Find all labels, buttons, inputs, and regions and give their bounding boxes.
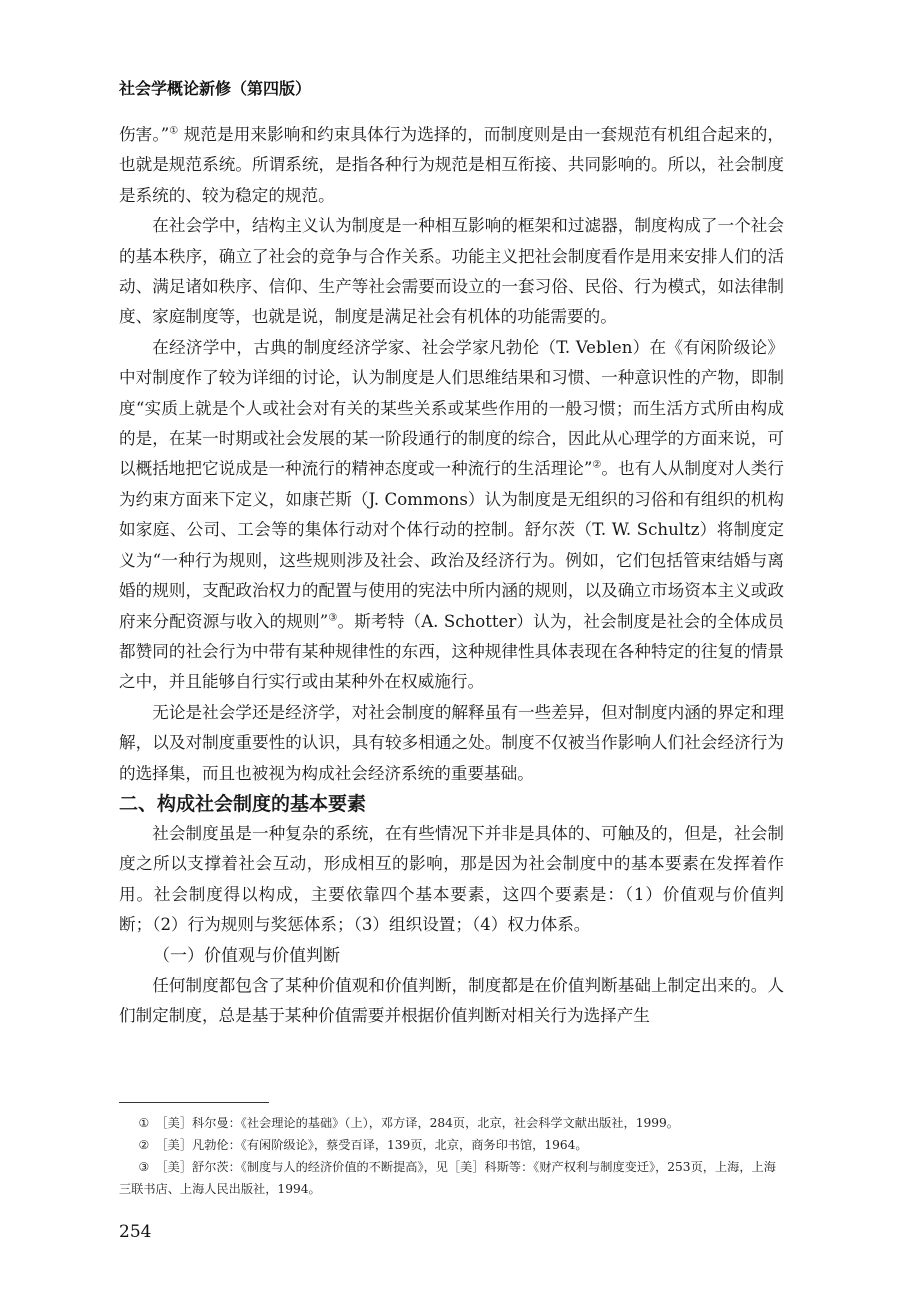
section-paragraph: 社会制度虽是一种复杂的系统，在有些情况下并非是具体的、可触及的，但是，社会制度之所以支撑着社会互动，形成相互的影响，那是因为社会制度中的基本要素在发挥着作用。社会制度得以构成，主要依靠四个基本要素，这四个要素是：（1）价值观与价值判断；（2）行为规则与奖惩体系；（3）组织设置；（4）权力体系。 — [119, 823, 784, 935]
footnote-text: ［美］科尔曼：《社会理论的基础》（上），邓方译，284页，北京，社会科学文献出版社，1999。 — [155, 1116, 679, 1130]
footnote-3 — [119, 1156, 784, 1200]
footnote-ref-2: ② — [592, 459, 602, 471]
footnote-ref-1: ① — [169, 125, 179, 137]
paragraph-2: 在社会学中，结构主义认为制度是一种相互影响的框架和过滤器，制度构成了一个社会的基本秩序，确立了社会的竞争与合作关系。功能主义把社会制度看作是用来安排人们的活动、满足诸如秩序、信仰、生产等社会需要而设立的一套习俗、民俗、行为模式，如法律制度、家庭制度等，也就是说，制度是满足社会有机体的功能需要的。 — [119, 216, 784, 327]
footnotes — [119, 1112, 784, 1200]
footnote-divider — [119, 1102, 269, 1103]
footnote-ref-3: ③ — [328, 611, 338, 623]
running-head: 社会学概论新修（第四版） — [119, 79, 312, 98]
main-text — [119, 120, 784, 1031]
footnote-mark: ③ — [138, 1160, 150, 1174]
paragraph-1: 伤害。”① 规范是用来影响和约束具体行为选择的，而制度则是由一套规范有机组合起来的，也就是规范系统。所谓系统，是指各种行为规范是相互衔接、共同影响的。所以，社会制度是系统的、较为稳定的规范。 — [119, 125, 784, 205]
footnote-text: ［美］舒尔茨：《制度与人的经济价值的不断提高》，见［美］科斯等：《财产权利与制度变迁》，253页，上海，上海三联书店、上海人民出版社，1994。 — [119, 1160, 776, 1196]
paragraph-3: 在经济学中，古典的制度经济学家、社会学家凡勃伦（T. Veblen）在《有闲阶级论》中对制度作了较为详细的讨论，认为制度是人们思维结果和习惯、一种意识性的产物，即制度“实质上就是个人或社会对有关的某些关系或某些作用的一般习惯；而生活方式所由构成的是，在某一时期或社会发展的某一阶段通行的制度的综合，因此从心理学的方面来说，可以概括地把它说成是一种流行的精神态度或一种流行的生活理论”②。也有人从制度对人类行为约束方面来下定义，如康芒斯（J. Commons）认为制度是无组织的习俗和有组织的机构如家庭、公司、工会等的集体行动对个体行动的控制。舒尔茨（T. W. Schultz）将制度定义为“一种行为规则，这些规则涉及社会、政治及经济行为。例如，它们包括管束结婚与离婚的规则，支配政治权力的配置与使用的宪法中所内涵的规则，以及确立市场资本主义或政府来分配资源与收入的规则”③。斯考特（A. Schotter）认为，社会制度是社会的全体成员都赞同的社会行为中带有某种规律性的东西，这种规律性具体表现在各种特定的往复的情景之中，并且能够自行实行或由某种外在权威施行。 — [119, 337, 785, 692]
paragraph-4: 无论是社会学还是经济学，对社会制度的解释虽有一些差异，但对制度内涵的界定和理解，以及对制度重要性的认识，具有较多相通之处。制度不仅被当作影响人们社会经济行为的选择集，而且也被视为构成社会经济系统的重要基础。 — [119, 702, 784, 783]
subsection-paragraph: 任何制度都包含了某种价值观和价值判断，制度都是在价值判断基础上制定出来的。人们制定制度，总是基于某种价值需要并根据价值判断对相关行为选择产生 — [119, 975, 784, 1025]
footnote-1 — [119, 1112, 784, 1134]
footnote-mark: ② — [138, 1138, 150, 1152]
subsection-heading: （一）价值观与价值判断 — [153, 945, 340, 966]
footnote-2 — [119, 1134, 784, 1156]
section-heading: 二、构成社会制度的基本要素 — [119, 792, 367, 815]
page-number: 254 — [119, 1222, 152, 1242]
footnote-text: ［美］凡勃伦：《有闲阶级论》，蔡受百译，139页，北京，商务印书馆，1964。 — [155, 1138, 588, 1152]
footnote-mark: ① — [138, 1116, 150, 1130]
